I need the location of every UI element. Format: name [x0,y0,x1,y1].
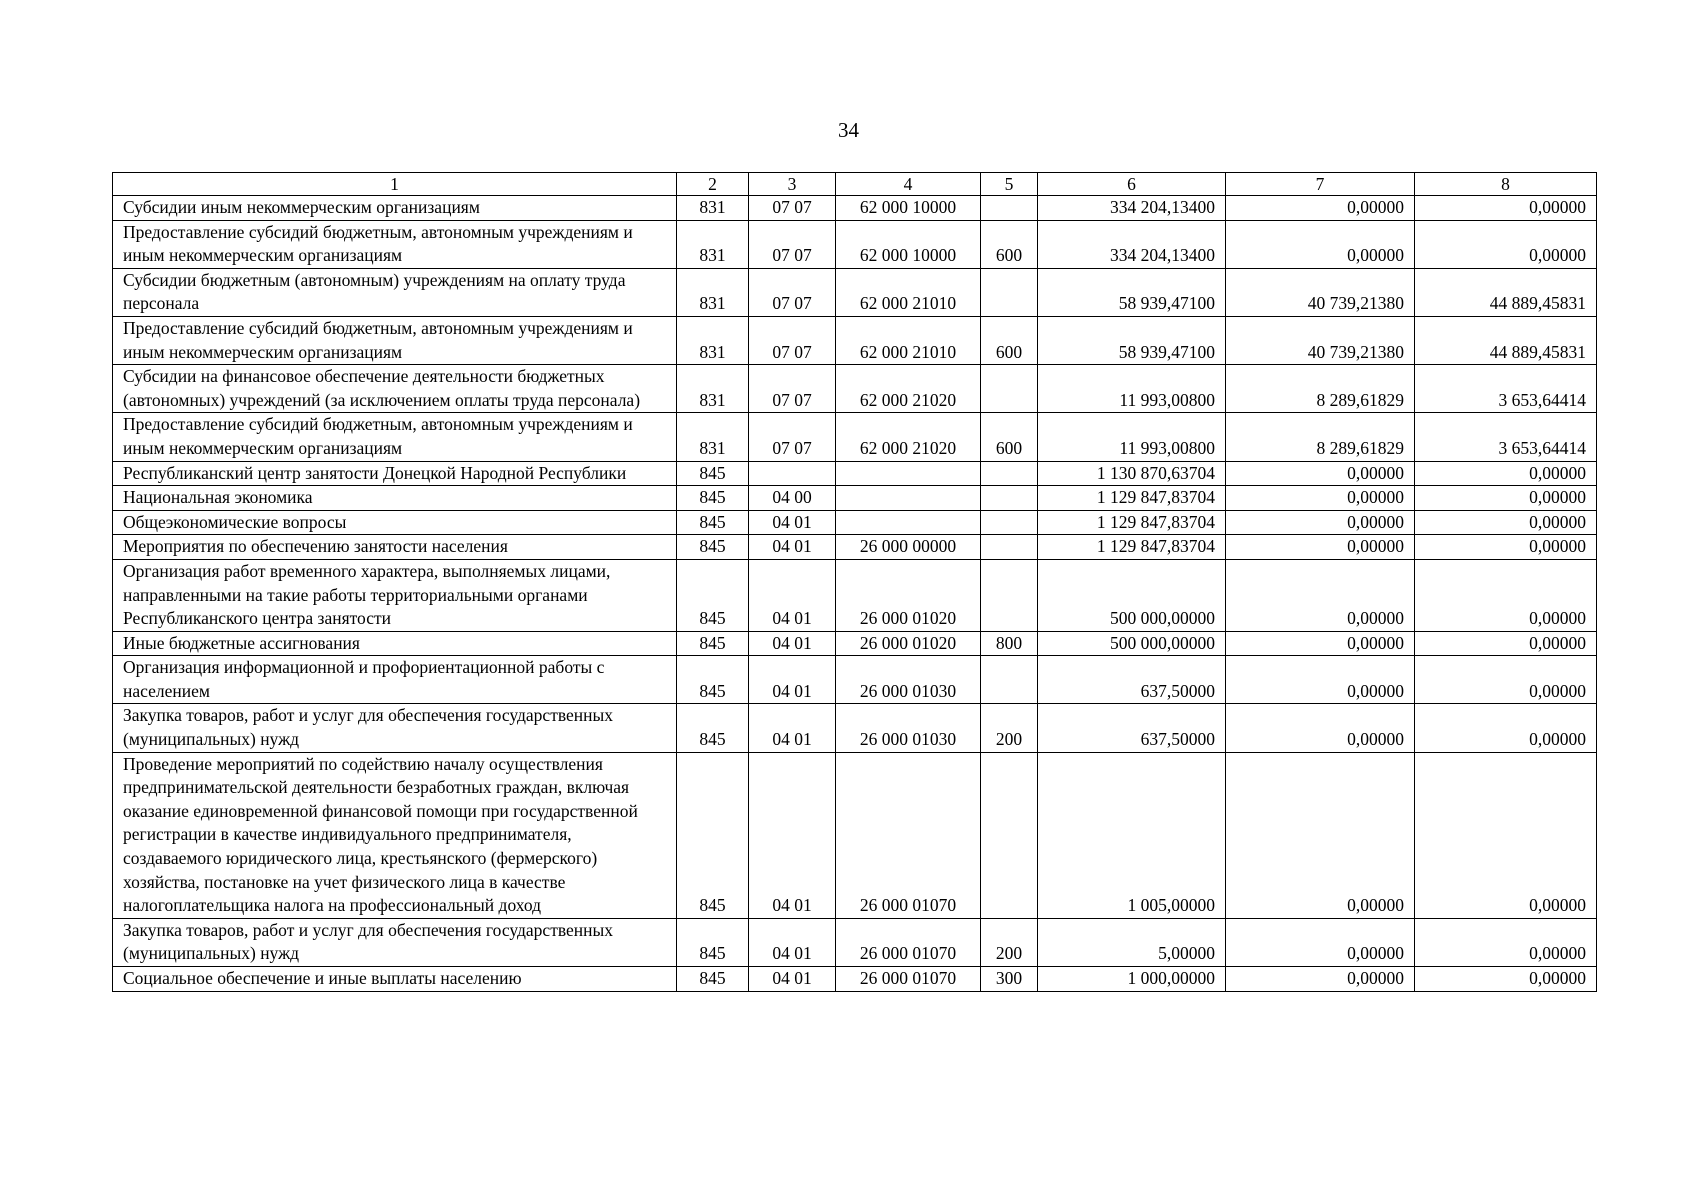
cell-col-5 [981,752,1038,918]
cell-col-7: 0,00000 [1226,918,1415,966]
cell-name: Республиканский центр занятости Донецкой Народной Республики [113,461,677,486]
cell-col-3: 04 01 [749,967,836,992]
table-row [113,535,1597,560]
cell-col-6: 1 005,00000 [1038,752,1226,918]
cell-col-5 [981,510,1038,535]
cell-name: Закупка товаров, работ и услуг для обеспечения государственных (муниципальных) нужд [113,704,677,752]
cell-col-6: 1 130 870,63704 [1038,461,1226,486]
cell-col-7: 0,00000 [1226,559,1415,631]
cell-col-4: 26 000 01070 [836,752,981,918]
column-header: 5 [981,173,1038,196]
cell-col-2: 845 [677,631,749,656]
cell-name: Иные бюджетные ассигнования [113,631,677,656]
cell-col-8: 0,00000 [1415,752,1597,918]
cell-col-6: 1 129 847,83704 [1038,535,1226,560]
table-row [113,461,1597,486]
cell-col-5 [981,486,1038,511]
cell-col-8: 44 889,45831 [1415,268,1597,316]
table-row [113,268,1597,316]
cell-col-7: 0,00000 [1226,535,1415,560]
cell-col-4: 62 000 21020 [836,413,981,461]
table-row [113,967,1597,992]
column-header: 3 [749,173,836,196]
cell-col-2: 831 [677,220,749,268]
cell-col-7: 0,00000 [1226,631,1415,656]
column-header: 1 [113,173,677,196]
cell-col-2: 831 [677,268,749,316]
cell-name: Предоставление субсидий бюджетным, автономным учреждениям и иным некоммерческим организациям [113,316,677,364]
cell-col-4: 26 000 01030 [836,704,981,752]
cell-name: Мероприятия по обеспечению занятости населения [113,535,677,560]
cell-col-6: 58 939,47100 [1038,316,1226,364]
table-header-row [113,173,1597,196]
table-row [113,196,1597,221]
cell-col-5: 600 [981,316,1038,364]
cell-col-4: 26 000 01020 [836,559,981,631]
table-row [113,365,1597,413]
cell-col-3 [749,461,836,486]
cell-col-4: 26 000 01070 [836,918,981,966]
cell-col-2: 831 [677,196,749,221]
cell-col-4: 26 000 00000 [836,535,981,560]
cell-col-6: 1 129 847,83704 [1038,510,1226,535]
table-row [113,918,1597,966]
cell-col-8: 0,00000 [1415,461,1597,486]
cell-col-3: 07 07 [749,268,836,316]
cell-col-7: 0,00000 [1226,510,1415,535]
cell-col-4: 26 000 01030 [836,656,981,704]
cell-col-7: 0,00000 [1226,752,1415,918]
cell-col-6: 11 993,00800 [1038,365,1226,413]
cell-col-5 [981,461,1038,486]
cell-col-5 [981,196,1038,221]
cell-col-7: 0,00000 [1226,196,1415,221]
cell-col-2: 845 [677,967,749,992]
budget-table [112,172,1597,992]
cell-name: Субсидии иным некоммерческим организациям [113,196,677,221]
cell-col-7: 40 739,21380 [1226,316,1415,364]
table-row [113,510,1597,535]
cell-col-8: 3 653,64414 [1415,365,1597,413]
cell-name: Организация информационной и профориентационной работы с населением [113,656,677,704]
table-row [113,413,1597,461]
cell-col-3: 04 01 [749,704,836,752]
cell-col-4 [836,510,981,535]
cell-col-5: 300 [981,967,1038,992]
cell-col-3: 07 07 [749,220,836,268]
cell-col-4 [836,486,981,511]
cell-col-6: 1 000,00000 [1038,967,1226,992]
cell-col-5 [981,268,1038,316]
table-row [113,486,1597,511]
cell-col-8: 3 653,64414 [1415,413,1597,461]
cell-col-3: 07 07 [749,413,836,461]
cell-col-3: 04 01 [749,559,836,631]
cell-col-6: 11 993,00800 [1038,413,1226,461]
cell-col-6: 334 204,13400 [1038,220,1226,268]
cell-col-8: 0,00000 [1415,631,1597,656]
column-header: 6 [1038,173,1226,196]
cell-col-4: 26 000 01070 [836,967,981,992]
cell-col-2: 831 [677,413,749,461]
cell-name: Предоставление субсидий бюджетным, автономным учреждениям и иным некоммерческим организациям [113,220,677,268]
cell-col-8: 0,00000 [1415,704,1597,752]
cell-col-5 [981,535,1038,560]
cell-col-2: 845 [677,752,749,918]
cell-col-4: 62 000 10000 [836,196,981,221]
cell-col-3: 04 01 [749,535,836,560]
table-row [113,220,1597,268]
cell-col-8: 0,00000 [1415,559,1597,631]
cell-col-2: 845 [677,535,749,560]
column-header: 4 [836,173,981,196]
cell-col-5: 200 [981,704,1038,752]
cell-col-6: 500 000,00000 [1038,559,1226,631]
cell-name: Организация работ временного характера, выполняемых лицами, направленными на такие работы территориальными органами Республиканского центра занятости [113,559,677,631]
cell-col-4: 62 000 21010 [836,268,981,316]
cell-col-6: 1 129 847,83704 [1038,486,1226,511]
cell-col-7: 8 289,61829 [1226,365,1415,413]
cell-col-6: 334 204,13400 [1038,196,1226,221]
cell-col-2: 845 [677,704,749,752]
cell-col-4: 62 000 21010 [836,316,981,364]
cell-col-7: 0,00000 [1226,967,1415,992]
cell-col-7: 0,00000 [1226,461,1415,486]
column-header: 8 [1415,173,1597,196]
cell-col-3: 07 07 [749,365,836,413]
cell-col-6: 5,00000 [1038,918,1226,966]
cell-name: Субсидии на финансовое обеспечение деятельности бюджетных (автономных) учреждений (за исключением оплаты труда персонала) [113,365,677,413]
cell-col-6: 637,50000 [1038,656,1226,704]
cell-col-4: 26 000 01020 [836,631,981,656]
cell-col-4: 62 000 10000 [836,220,981,268]
cell-name: Предоставление субсидий бюджетным, автономным учреждениям и иным некоммерческим организациям [113,413,677,461]
table-row [113,752,1597,918]
cell-name: Проведение мероприятий по содействию началу осуществления предпринимательской деятельности безработных граждан, включая оказание единовременной финансовой помощи при государственной регистрации в качестве индивидуального предпринимателя, создаваемого юридического лица, крестьянского (фермерского) хозяйства, постановке на учет физического лица в качестве налогоплательщика налога на профессиональный доход [113,752,677,918]
cell-col-2: 831 [677,365,749,413]
cell-col-5: 600 [981,220,1038,268]
cell-col-3: 04 00 [749,486,836,511]
cell-col-3: 04 01 [749,752,836,918]
cell-col-6: 58 939,47100 [1038,268,1226,316]
cell-col-8: 0,00000 [1415,918,1597,966]
cell-name: Социальное обеспечение и иные выплаты населению [113,967,677,992]
cell-col-3: 04 01 [749,656,836,704]
cell-name: Национальная экономика [113,486,677,511]
cell-col-3: 07 07 [749,316,836,364]
column-header: 7 [1226,173,1415,196]
cell-col-2: 845 [677,461,749,486]
cell-col-8: 0,00000 [1415,486,1597,511]
cell-col-7: 0,00000 [1226,486,1415,511]
cell-col-7: 8 289,61829 [1226,413,1415,461]
cell-col-5 [981,656,1038,704]
cell-col-5: 600 [981,413,1038,461]
cell-name: Субсидии бюджетным (автономным) учреждениям на оплату труда персонала [113,268,677,316]
cell-col-8: 0,00000 [1415,220,1597,268]
page-number: 34 [838,118,859,142]
cell-col-2: 845 [677,918,749,966]
cell-col-7: 0,00000 [1226,656,1415,704]
cell-col-7: 40 739,21380 [1226,268,1415,316]
cell-col-8: 0,00000 [1415,656,1597,704]
cell-col-2: 845 [677,656,749,704]
table-row [113,631,1597,656]
cell-col-8: 0,00000 [1415,967,1597,992]
cell-col-8: 0,00000 [1415,510,1597,535]
cell-col-4 [836,461,981,486]
cell-col-4: 62 000 21020 [836,365,981,413]
cell-col-8: 44 889,45831 [1415,316,1597,364]
column-header: 2 [677,173,749,196]
cell-col-5 [981,365,1038,413]
cell-col-3: 04 01 [749,510,836,535]
cell-col-2: 845 [677,559,749,631]
cell-col-2: 845 [677,486,749,511]
cell-col-8: 0,00000 [1415,535,1597,560]
cell-col-6: 637,50000 [1038,704,1226,752]
table-row [113,559,1597,631]
cell-col-8: 0,00000 [1415,196,1597,221]
table-row [113,704,1597,752]
cell-name: Закупка товаров, работ и услуг для обеспечения государственных (муниципальных) нужд [113,918,677,966]
cell-col-2: 831 [677,316,749,364]
cell-col-3: 07 07 [749,196,836,221]
cell-col-2: 845 [677,510,749,535]
cell-col-3: 04 01 [749,918,836,966]
cell-col-6: 500 000,00000 [1038,631,1226,656]
cell-col-5 [981,559,1038,631]
cell-col-5: 200 [981,918,1038,966]
table-row [113,316,1597,364]
cell-col-5: 800 [981,631,1038,656]
cell-name: Общеэкономические вопросы [113,510,677,535]
table-row [113,656,1597,704]
cell-col-7: 0,00000 [1226,220,1415,268]
cell-col-3: 04 01 [749,631,836,656]
cell-col-7: 0,00000 [1226,704,1415,752]
